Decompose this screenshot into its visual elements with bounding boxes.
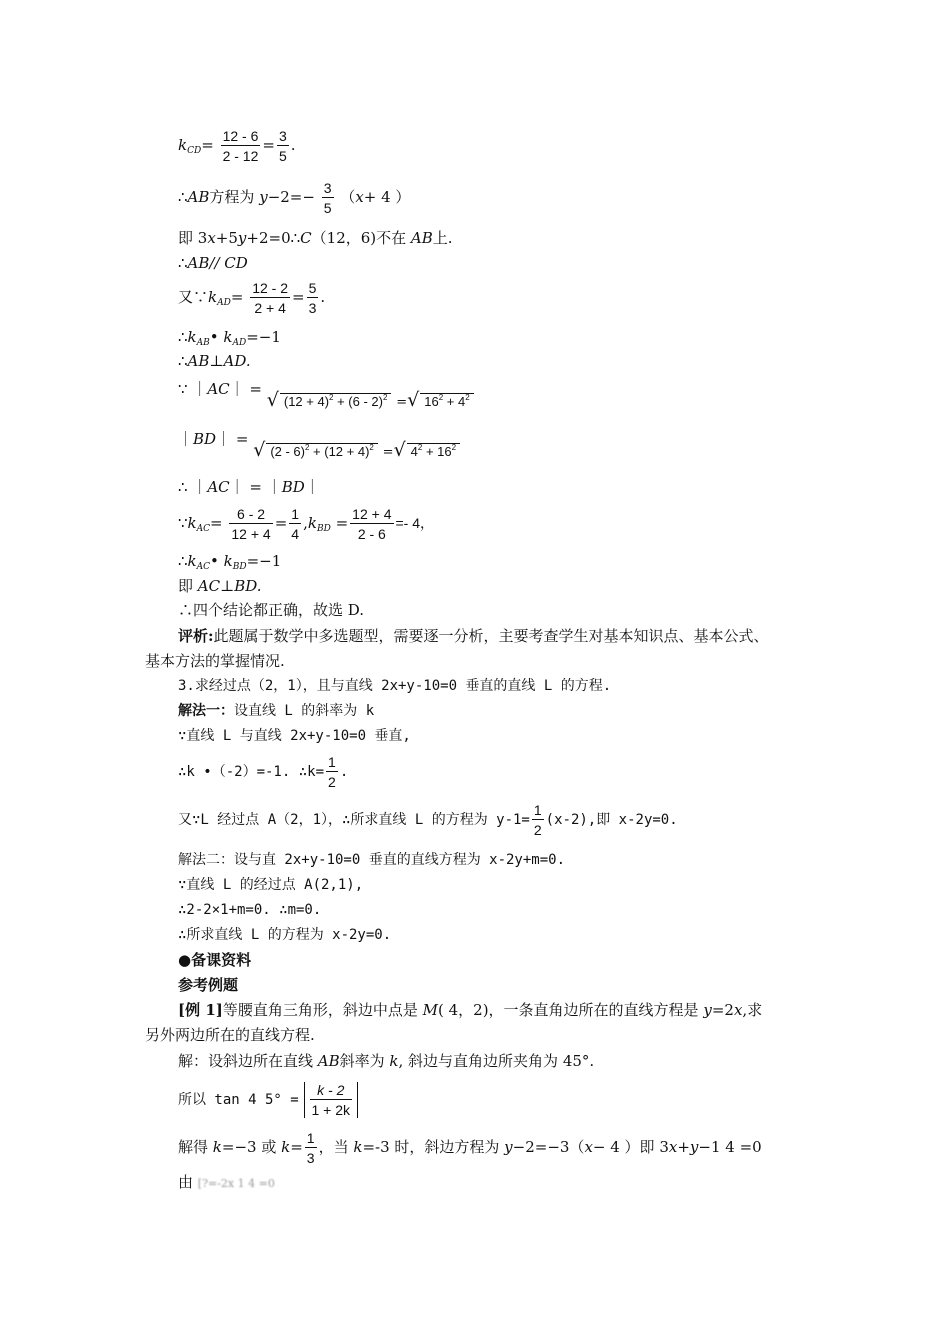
slope-cd-line <box>178 128 296 164</box>
text: 等腰直角三角形，斜边中点是 <box>222 1001 423 1019</box>
denominator: 2 <box>533 822 542 838</box>
text: （12，6)不在 <box>311 229 411 247</box>
term: 4 <box>410 444 418 459</box>
text: 由 <box>178 1173 194 1191</box>
exponent: 2 <box>417 443 423 452</box>
numerator: 12 - 6 <box>222 128 259 144</box>
equal-length-line <box>178 477 320 497</box>
exponent: 2 <box>369 443 374 452</box>
therefore: ∴ <box>178 188 188 206</box>
text: 设直线 L 的斜率为 k <box>234 703 375 719</box>
text: ｜ = <box>229 380 262 398</box>
solution-1-step-1: ∵直线 L 与直线 2x+y-10=0 垂直, <box>178 728 411 744</box>
comma: , <box>303 514 308 532</box>
example-1-solution-4 <box>178 1172 275 1194</box>
var-ab: AB <box>187 188 210 206</box>
numerator: 1 <box>328 754 336 770</box>
radicand <box>266 443 378 462</box>
text: ｜ <box>304 478 320 496</box>
slope-ad-line <box>178 280 325 316</box>
text: =−3 或 <box>221 1138 282 1156</box>
equation-check-line <box>178 228 453 248</box>
denominator: 5 <box>278 148 287 164</box>
fraction <box>307 280 319 316</box>
k-symbol: k <box>178 136 188 154</box>
var-k: k <box>389 1052 399 1070</box>
text: + 4 ） <box>363 188 411 206</box>
text: +5 <box>215 229 238 247</box>
denominator: 3 <box>306 1150 315 1166</box>
var-x: x <box>355 188 364 206</box>
product-line <box>178 327 281 350</box>
text: =−1 <box>246 552 282 570</box>
var-y: y <box>504 1138 513 1156</box>
term: + 4 <box>443 394 466 409</box>
text: ∴ ｜ <box>178 478 208 496</box>
fraction <box>532 802 544 838</box>
exponent: 2 <box>451 443 457 452</box>
section-heading-materials: ●备课资料 <box>178 951 252 969</box>
exponent: 2 <box>438 393 444 402</box>
text: =-3 时，斜边方程为 <box>362 1138 505 1156</box>
k-symbol: k <box>223 552 233 570</box>
ac-length-line <box>178 378 474 411</box>
exponent: 2 <box>465 393 470 402</box>
var-y: y <box>237 229 247 247</box>
radical-expression <box>266 389 474 411</box>
term: + (6 - 2) <box>333 394 383 409</box>
section-heading-examples: 参考例题 <box>178 976 239 994</box>
text: ｜ = ｜ <box>229 478 282 496</box>
text: − 4 ）即 3 <box>592 1138 669 1156</box>
equals: = <box>201 136 214 154</box>
term: 16 <box>424 394 439 409</box>
solution-1-step-2 <box>178 754 348 790</box>
fraction <box>326 754 338 790</box>
example-1-line-2: 另外两边所在的直线方程. <box>145 1026 315 1044</box>
var-ab: AB <box>410 229 433 247</box>
example-1-solution-1 <box>178 1051 594 1071</box>
period: . <box>290 136 296 154</box>
var-y: y <box>689 1138 699 1156</box>
var-bd: BD <box>281 478 305 496</box>
fraction <box>322 180 334 216</box>
solution-1-heading <box>178 701 374 721</box>
radicand <box>420 393 473 412</box>
text: 即 <box>178 577 198 595</box>
slopes-ac-bd-line <box>178 506 434 542</box>
text: 此题属于数学中多选题型，需要逐一分析，主要考查学生对基本知识点、基本公式、 <box>213 627 769 645</box>
text: 所以 tan 4 5° = <box>178 1092 299 1108</box>
text: 上. <box>432 229 453 247</box>
numerator: 1 <box>306 1130 315 1146</box>
text: 解：设斜边所在直线 <box>178 1052 318 1070</box>
exponent: 2 <box>329 393 334 402</box>
text: =2 <box>711 1001 734 1019</box>
because: ∵ <box>178 514 188 532</box>
numerator: 5 <box>308 280 317 296</box>
analysis-line-2: 基本方法的掌握情况. <box>145 652 285 670</box>
exponent: 2 <box>382 393 388 402</box>
var-k: k <box>212 1138 222 1156</box>
ab-equation-line <box>178 180 410 216</box>
var-k: k <box>281 1138 291 1156</box>
var-x: x <box>584 1138 593 1156</box>
denominator: 2 + 4 <box>254 300 286 316</box>
equals: = <box>210 514 223 532</box>
denominator: 1 + 2k <box>311 1102 351 1118</box>
subscript: BD <box>232 562 247 572</box>
subscript: AD <box>217 298 231 308</box>
question-3: 3.求经过点（2，1），且与直线 2x+y-10=0 垂直的直线 L 的方程. <box>178 678 612 694</box>
term: + (12 + 4) <box>309 444 370 459</box>
text: , 斜边与直角边所夹角为 45°. <box>398 1052 595 1070</box>
solution-2-step-1: ∵直线 L 的经过点 A(2,1), <box>178 877 364 893</box>
parallel-line <box>178 253 248 273</box>
bd-length-line <box>178 428 460 461</box>
method-label: 解法一： <box>178 703 234 719</box>
subscript: AC <box>196 562 211 572</box>
subscript: BD <box>316 524 331 534</box>
blurred-formula: [?=-2x 1 4 =0 <box>197 1177 275 1190</box>
equals: = <box>274 514 288 532</box>
subscript: AC <box>196 524 211 534</box>
therefore: ∴ <box>178 352 188 370</box>
equals: = <box>382 445 394 460</box>
k-symbol: k <box>187 328 197 346</box>
denominator: 3 <box>308 300 317 316</box>
text: AB⊥AD. <box>187 352 251 370</box>
text: +2=0∴ <box>246 229 301 247</box>
k-symbol: k <box>208 288 218 306</box>
text: −1 4 =0 <box>698 1138 762 1156</box>
numerator: 3 <box>323 180 332 196</box>
text: + <box>677 1138 690 1156</box>
fraction <box>229 506 272 542</box>
denominator: 4 <box>291 526 300 542</box>
text: ｜ = <box>216 430 249 448</box>
text: ,求 <box>742 1001 763 1019</box>
product-line-2 <box>178 551 281 574</box>
text: =−1 <box>246 328 281 346</box>
numerator: 12 - 2 <box>252 280 288 296</box>
var-bd: BD <box>193 430 217 448</box>
fraction <box>350 506 393 542</box>
text: ∵ ｜ <box>178 380 208 398</box>
var-y: y <box>259 188 268 206</box>
numerator: k - 2 <box>310 1082 353 1100</box>
var-x: x <box>207 229 216 247</box>
var-k: k <box>353 1138 363 1156</box>
text: (x-2),即 x-2y=0. <box>545 812 678 828</box>
k-symbol: k <box>187 552 197 570</box>
subscript: AD <box>232 338 247 348</box>
term: + 16 <box>422 444 452 459</box>
denominator: 2 <box>328 774 336 790</box>
dot: • <box>210 552 224 570</box>
text: 即 3 <box>178 229 208 247</box>
period: . <box>320 288 326 306</box>
equals: = <box>230 288 244 306</box>
var-x: x <box>733 1001 743 1019</box>
text: −2=− <box>267 188 315 206</box>
therefore: ∴ <box>178 254 188 272</box>
text: =- 4， <box>395 515 435 531</box>
example-label: [例 1] <box>178 1001 223 1019</box>
fraction <box>221 128 261 164</box>
radicand <box>407 443 460 462</box>
equals: = <box>396 395 408 410</box>
numerator: 1 <box>291 506 300 522</box>
fraction <box>310 1082 353 1118</box>
numerator: 6 - 2 <box>229 506 272 524</box>
text: 又∵L 经过点 A（2，1），∴所求直线 L 的方程为 y-1= <box>178 812 530 828</box>
text: 又∵ <box>178 288 209 306</box>
analysis-line <box>178 626 769 646</box>
numerator: 1 <box>533 802 542 818</box>
fraction <box>277 128 289 164</box>
solution-2-step-2: ∴2-2×1+m=0. ∴m=0. <box>178 902 322 918</box>
text: AB// CD <box>187 254 248 272</box>
solution-1-step-3 <box>178 802 678 838</box>
fraction <box>289 506 301 542</box>
fraction <box>250 280 290 316</box>
equals: = <box>262 136 275 154</box>
text: ｜ <box>178 430 194 448</box>
numerator: 12 + 4 <box>352 506 392 522</box>
fraction <box>305 1130 317 1166</box>
sqrt-icon: √ <box>393 439 406 461</box>
var-ac: AC <box>207 478 230 496</box>
var-x: x <box>668 1138 678 1156</box>
subscript: AB <box>196 338 210 348</box>
sqrt-icon: √ <box>253 439 266 461</box>
text: ( 4，2)，一条直角边所在的直线方程是 <box>438 1001 704 1019</box>
text: 方程为 <box>209 188 255 206</box>
var-m: M <box>422 1001 438 1019</box>
absolute-value <box>304 1082 359 1118</box>
period: . <box>339 764 349 780</box>
term: (2 - 6) <box>270 444 305 459</box>
equals: = <box>335 514 349 532</box>
denominator: 12 + 4 <box>231 526 271 542</box>
conclusion-line: ∴四个结论都正确，故选 D. <box>178 601 365 619</box>
sqrt-icon: √ <box>266 389 279 411</box>
analysis-label: 评析: <box>178 627 214 645</box>
dot: • <box>209 328 224 346</box>
text: （ <box>340 188 356 206</box>
denominator: 2 - 6 <box>357 526 386 542</box>
text: ，当 <box>318 1138 354 1156</box>
subscript: CD <box>187 146 202 156</box>
perpendicular-line <box>178 351 251 371</box>
equals: = <box>292 288 305 306</box>
k-symbol: k <box>187 514 197 532</box>
text: = <box>290 1138 303 1156</box>
var-y: y <box>703 1001 712 1019</box>
exponent: 2 <box>304 443 310 452</box>
text: AC⊥BD. <box>197 577 262 595</box>
denominator: 2 - 12 <box>222 148 259 164</box>
example-1-solution-3 <box>178 1130 762 1166</box>
sqrt-icon: √ <box>407 389 420 411</box>
var-ac: AC <box>207 380 230 398</box>
k-symbol: k <box>307 514 317 532</box>
numerator: 3 <box>278 128 287 144</box>
perpendicular-line-2 <box>178 576 261 596</box>
solution-2-step-3: ∴所求直线 L 的方程为 x-2y=0. <box>178 927 392 943</box>
var-c: C <box>300 229 312 247</box>
var-ab: AB <box>317 1052 340 1070</box>
therefore: ∴ <box>178 552 188 570</box>
example-1-solution-2 <box>178 1082 358 1118</box>
text: ∴k •（-2）=-1. ∴k= <box>178 764 325 780</box>
radicand <box>280 393 392 412</box>
therefore: ∴ <box>178 328 188 346</box>
solution-2-heading: 解法二：设与直 2x+y-10=0 垂直的直线方程为 x-2y+m=0. <box>178 852 566 868</box>
k-symbol: k <box>223 328 233 346</box>
example-1-line-1 <box>178 1000 762 1020</box>
radical-expression <box>253 439 460 461</box>
text: 解得 <box>178 1138 213 1156</box>
denominator: 5 <box>323 200 332 216</box>
text: 斜率为 <box>339 1052 390 1070</box>
term: (12 + 4) <box>283 394 330 409</box>
text: −2=−3（ <box>512 1138 585 1156</box>
